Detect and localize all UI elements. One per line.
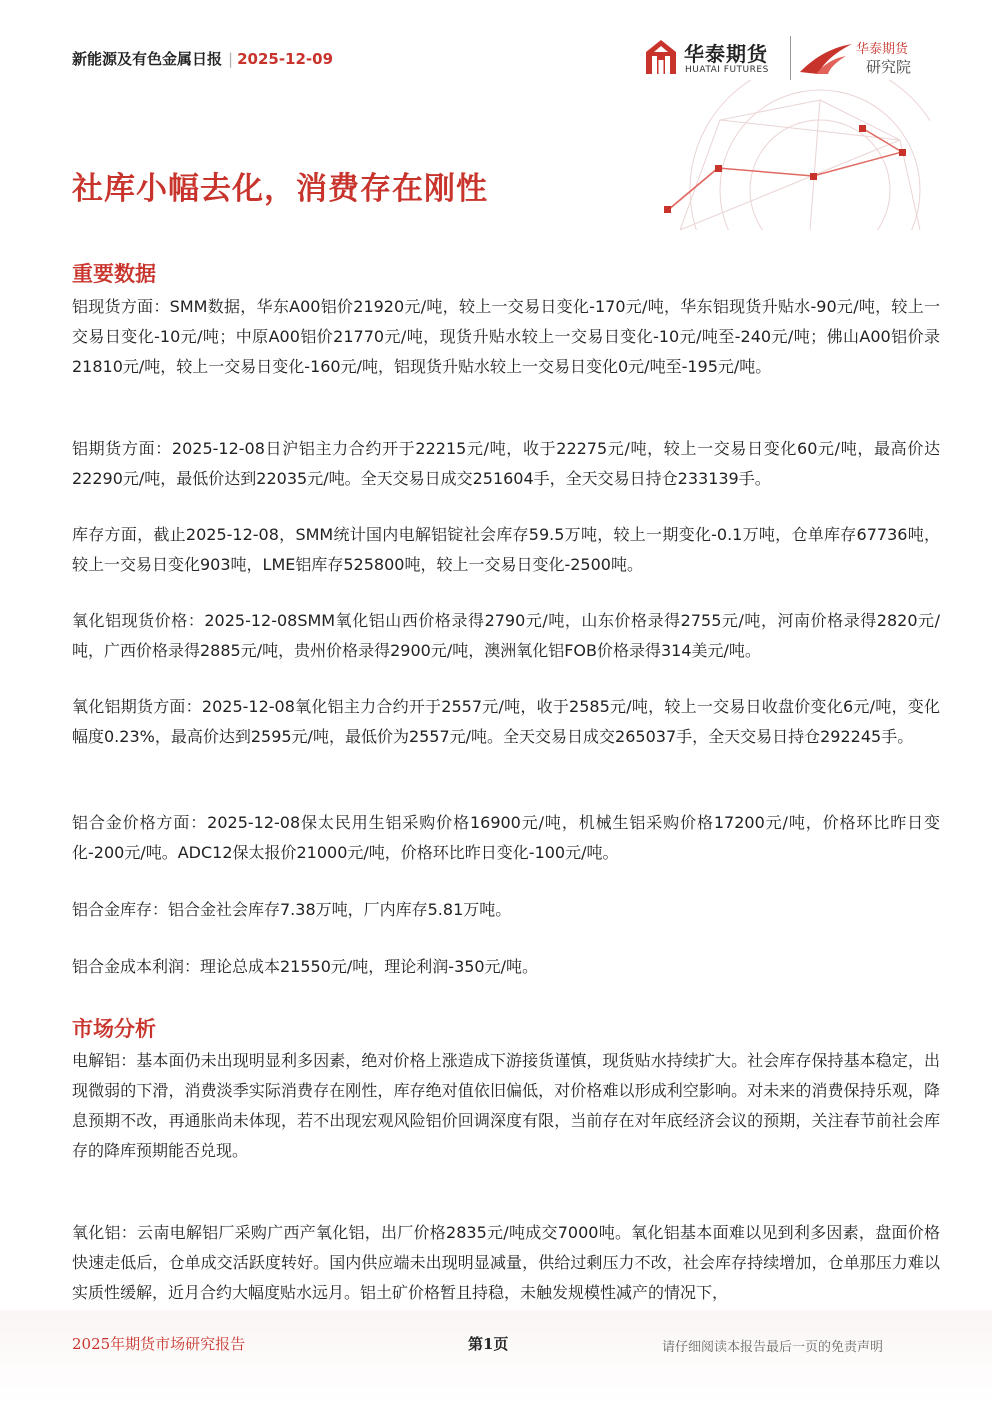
report-name: 新能源及有色金属日报 [72,50,223,68]
paragraph-alumina-analysis: 氧化铝：云南电解铝厂采购广西产氧化铝，出厂价格2835元/吨成交7000吨。氧化铝基本面难以见到利多因素，盘面价格快速走低后，仓单成交活跃度转好。国内供应端未出现明显减量，供给过剩压力不改，社会库存持续增加，仓单那压力难以实质性缓解，近月合约大幅度贴水远月。铝土矿价格暂且持稳，未触发规模性减产的情况下， [72,1223,940,1302]
header-separator: | [228,50,234,68]
paragraph-aluminum-spot: 铝现货方面：SMM数据，华东A00铝价21920元/吨，较上一交易日变化-170元/吨，华东铝现货升贴水-90元/吨，较上一交易日变化-10元/吨；中原A00铝价21770元/吨，现货升贴水较上一交易日变化-10元/吨至-240元/吨；佛山A00铝价录21810元/吨，较上一交易日变化-160元/吨，铝现货升贴水较上一交易日变化0元/吨至-195元/吨。 [72,297,940,376]
logo-divider [790,36,791,80]
page-number: 第1页 [468,1335,509,1353]
institute-line1: 华泰期货 [856,42,909,57]
paragraph-alloy-inventory: 铝合金库存：铝合金社会库存7.38万吨，厂内库存5.81万吨。 [72,900,512,919]
huatai-emblem-icon [644,38,678,76]
report-header [0,0,992,240]
section-heading-key-data: 重要数据 [72,262,156,286]
logo-english-name: HUATAI FUTURES [685,65,769,75]
paragraph-alloy-cost-profit: 铝合金成本利润：理论总成本21550元/吨，理论利润-350元/吨。 [72,957,538,976]
footer-background [0,1310,992,1403]
footer-report-name: 2025年期货市场研究报告 [72,1335,246,1353]
huatai-logo [644,36,924,82]
page-title: 社库小幅去化，消费存在刚性 [72,171,488,207]
paragraph-alloy-price: 铝合金价格方面：2025-12-08保太民用生铝采购价格16900元/吨，机械生铝采购价格17200元/吨，价格环比昨日变化-200元/吨。ADC12保太报价21000元/吨，价格环比昨日变化-100元/吨。 [72,813,940,862]
report-date: 2025-12-09 [237,50,334,68]
network-graphic [620,80,930,230]
paragraph-alumina-futures: 氧化铝期货方面：2025-12-08氧化铝主力合约开于2557元/吨，收于2585元/吨，较上一交易日收盘价变化6元/吨，变化幅度0.23%，最高价达到2595元/吨，最低价为2557元/吨。全天交易日成交265037手，全天交易日持仓292245手。 [72,697,940,746]
section-heading-market-analysis: 市场分析 [72,1017,156,1041]
paragraph-alumina-spot: 氧化铝现货价格：2025-12-08SMM氧化铝山西价格录得2790元/吨，山东价格录得2755元/吨，河南价格录得2820元/吨，广西价格录得2885元/吨，贵州价格录得2900元/吨，澳洲氧化铝FOB价格录得314美元/吨。 [72,611,940,660]
paragraph-electrolytic-aluminum: 电解铝：基本面仍未出现明显利多因素，绝对价格上涨造成下游接货谨慎，现货贴水持续扩大。社会库存保持基本稳定，出现微弱的下滑，消费淡季实际消费存在刚性，库存绝对值依旧偏低，对价格难以形成利空影响。对未来的消费保持乐观，降息预期不改，再通胀尚未体现，若不出现宏观风险铝价回调深度有限，当前存在对年底经济会议的预期，关注春节前社会库存的降库预期能否兑现。 [72,1051,940,1160]
paragraph-inventory: 库存方面，截止2025-12-08，SMM统计国内电解铝锭社会库存59.5万吨，较上一期变化-0.1万吨，仓单库存67736吨，较上一交易日变化903吨，LME铝库存525800吨，较上一交易日变化-2500吨。 [72,525,940,574]
paragraph-aluminum-futures: 铝期货方面：2025-12-08日沪铝主力合约开于22215元/吨，收于22275元/吨，较上一交易日变化60元/吨，最高价达22290元/吨，最低价达到22035元/吨。全天交易日成交251604手，全天交易日持仓233139手。 [72,439,940,488]
header-line [72,48,333,69]
footer-disclaimer: 请仔细阅读本报告最后一页的免责声明 [662,1340,884,1355]
institute-line2: 研究院 [866,58,912,76]
institute-wing-icon [798,40,854,76]
logo-chinese-name: 华泰期货 [684,42,768,66]
